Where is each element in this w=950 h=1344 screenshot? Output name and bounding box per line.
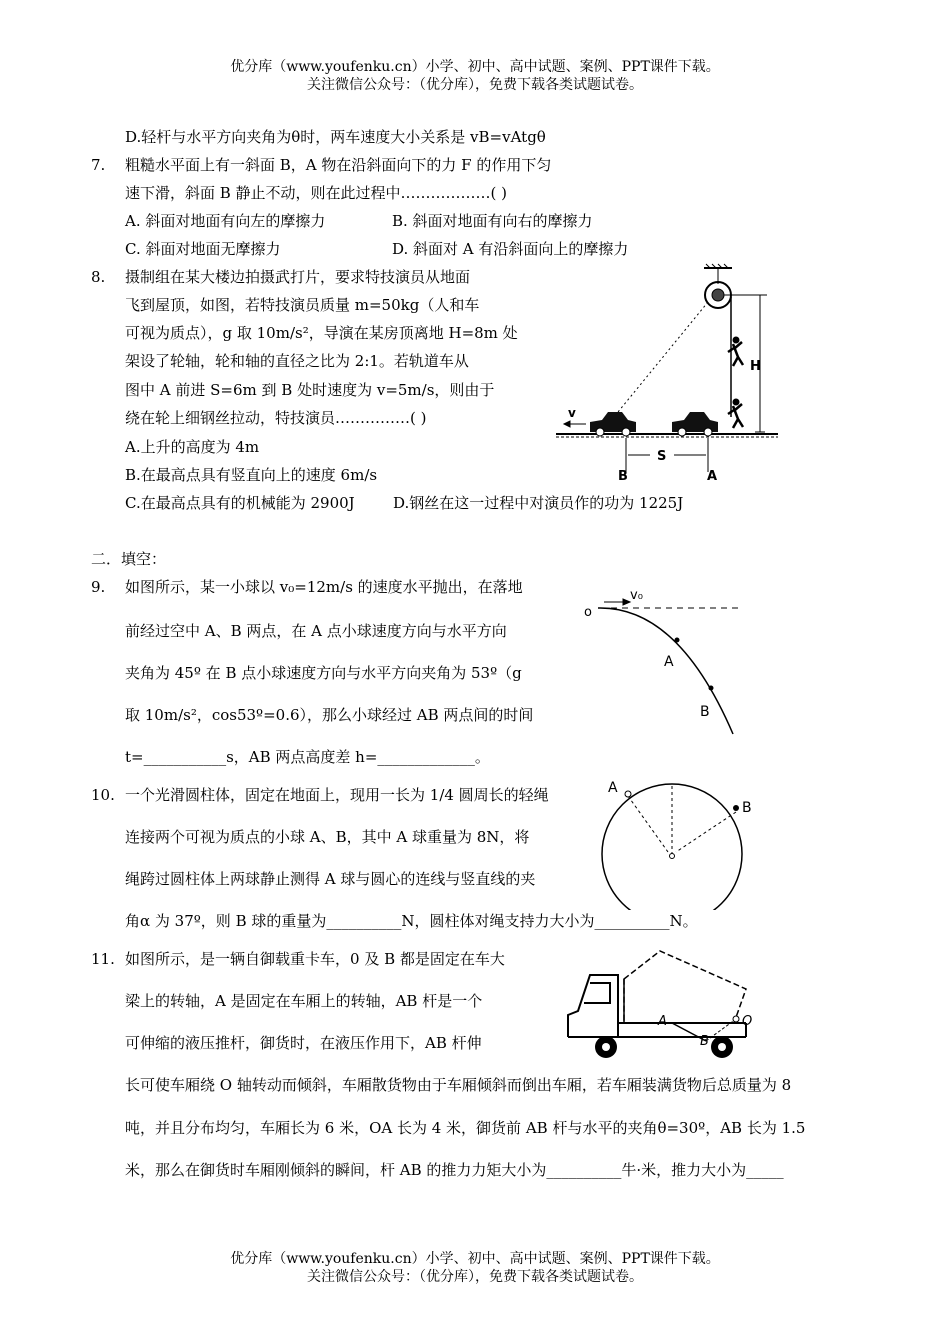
label-h: H: [750, 359, 761, 374]
q11-stem-line4: 长可使车厢绕 O 轴转动而倾斜，车厢散货物由于车厢倾斜而倒出车厢，若车厢装满货物后总质量为 8: [125, 1076, 792, 1094]
label-o: o: [584, 605, 592, 620]
q7-option-b: B. 斜面对地面有向右的摩擦力: [392, 212, 593, 230]
q10-stem-line2: 连接两个可视为质点的小球 A、B，其中 A 球重量为 8N，将: [125, 828, 530, 846]
q9-figure: [578, 586, 750, 746]
truck-cab: [568, 975, 618, 1037]
q7-option-a: A. 斜面对地面有向左的摩擦力: [125, 212, 326, 230]
point-a: [675, 638, 680, 643]
label-s: S: [657, 449, 667, 464]
q8-option-b: B.在最高点具有竖直向上的速度 6m/s: [125, 466, 378, 484]
q8-stem-line4: 架设了轮轴，轮和轴的直径之比为 2:1。若轨道车从: [125, 352, 469, 370]
q11-stem-line6: 米，那么在御货时车厢刚倾斜的瞬间，杆 AB 的推力力矩大小为__________牛·米，推力大小为_____: [125, 1161, 784, 1179]
distance-dimension: [626, 438, 708, 472]
q8-number: 8.: [91, 268, 106, 286]
q7-stem-line2: 速下滑，斜面 B 静止不动，则在此过程中………………( ): [125, 184, 508, 202]
pivot-o: [733, 1016, 739, 1022]
label-b: B: [742, 800, 752, 816]
car-icon: [672, 412, 718, 436]
label-a: A: [608, 780, 618, 796]
q10-figure: [598, 772, 758, 910]
q8-stem-line2: 飞到屋顶，如图，若特技演员质量 m=50kg（人和车: [125, 296, 480, 314]
ground: [556, 434, 778, 437]
radius-to-b: [676, 812, 736, 852]
q6-option-d: D.轻杆与水平方向夹角为θ时，两车速度大小关系是 vB=vAtgθ: [125, 128, 546, 146]
page-footer-line1: 优分库（www.youfenku.cn）小学、初中、高中试题、案例、PPT课件下载。: [230, 1251, 720, 1267]
label-o: O: [742, 1014, 753, 1029]
page-footer-line2: 关注微信公众号：（优分库），免费下载各类试题试卷。: [307, 1269, 643, 1285]
wheel-icon: [595, 1036, 617, 1058]
trajectory-curve: [598, 608, 733, 734]
q8-option-d: D.钢丝在这一过程中对演员作的功为 1225J: [393, 494, 684, 512]
q9-answer-line: t=___________s，AB 两点高度差 h=_____________。: [125, 748, 490, 766]
label-b: B: [618, 469, 628, 484]
q11-stem-line3: 可伸缩的液压推杆，御货时，在液压作用下，AB 杆伸: [125, 1034, 482, 1052]
q11-stem-line2: 梁上的转轴，A 是固定在车厢上的转轴，AB 杆是一个: [125, 992, 483, 1010]
label-a: A: [658, 1014, 667, 1029]
q7-option-d: D. 斜面对 A 有沿斜面向上的摩擦力: [392, 240, 629, 258]
q11-stem-line1: 如图所示，是一辆自御载重卡车，0 及 B 都是固定在车大: [125, 950, 505, 968]
wire-to-car: [618, 302, 708, 412]
q10-number: 10.: [91, 786, 115, 804]
q7-number: 7.: [91, 156, 106, 174]
label-b: B: [700, 704, 710, 720]
q8-figure: [552, 262, 782, 487]
label-a: A: [707, 469, 718, 484]
center-point: [670, 854, 675, 859]
truck-chassis: [568, 1023, 746, 1037]
q8-option-c: C.在最高点具有的机械能为 2900J: [125, 494, 355, 512]
label-b: B: [700, 1034, 709, 1049]
ball-b: [733, 805, 739, 811]
radius-to-a: [628, 796, 668, 852]
q10-stem-line3: 绳跨过圆柱体上两球静止测得 A 球与圆心的连线与竖直线的夹: [125, 870, 536, 888]
label-v: v: [568, 406, 576, 420]
car-icon: [590, 412, 636, 436]
section-title: 二．填空：: [91, 550, 167, 568]
q8-option-a: A.上升的高度为 4m: [125, 438, 260, 456]
q8-stem-line3: 可视为质点），g 取 10m/s²，导演在某房顶离地 H=8m 处: [125, 324, 518, 342]
q9-stem-line4: 取 10m/s²，cos53º=0.6），那么小球经过 AB 两点间的时间: [125, 706, 534, 724]
label-a: A: [664, 654, 674, 670]
page-header-line2: 关注微信公众号：（优分库），免费下载各类试题试卷。: [307, 77, 643, 93]
q7-stem-line1: 粗糙水平面上有一斜面 B，A 物在沿斜面向下的力 F 的作用下匀: [125, 156, 552, 174]
page-header-line1: 优分库（www.youfenku.cn）小学、初中、高中试题、案例、PPT课件下载。: [230, 59, 720, 75]
q8-stem-line1: 摄制组在某大楼边拍摄武打片，要求特技演员从地面: [125, 268, 471, 286]
velocity-arrow-icon: [604, 599, 630, 605]
q9-number: 9.: [91, 578, 106, 596]
q9-stem-line3: 夹角为 45º 在 B 点小球速度方向与水平方向夹角为 53º（g: [125, 664, 522, 682]
q9-stem-line2: 前经过空中 A、B 两点，在 A 点小球速度方向与水平方向: [125, 622, 507, 640]
q11-figure: [560, 945, 760, 1065]
q11-number: 11.: [91, 950, 115, 968]
point-b: [709, 686, 714, 691]
q7-option-c: C. 斜面对地面无摩擦力: [125, 240, 281, 258]
label-v0: v₀: [630, 588, 643, 603]
q10-stem-line1: 一个光滑圆柱体，固定在地面上，现用一长为 1/4 圆周长的轻绳: [125, 786, 549, 804]
q11-stem-line5: 吨，并且分布均匀，车厢长为 6 米，OA 长为 4 米，御货前 AB 杆与水平的夹角θ=30º，AB 长为 1.5: [125, 1119, 806, 1137]
ball-a: [625, 791, 631, 797]
q9-stem-line1: 如图所示，某一小球以 v₀=12m/s 的速度水平抛出，在落地: [125, 578, 523, 596]
q10-answer-line: 角α 为 37º，则 B 球的重量为__________N，圆柱体对绳支持力大小为__________N。: [125, 912, 698, 930]
q8-stem-line5: 图中 A 前进 S=6m 到 B 处时速度为 v=5m/s，则由于: [125, 381, 495, 399]
q8-stem-line6: 绕在轮上细钢丝拉动，特技演员……………( ): [125, 409, 427, 427]
velocity-arrow-icon: [564, 421, 586, 427]
truck-bed-tilted: [624, 951, 746, 1023]
wheel-icon: [711, 1036, 733, 1058]
